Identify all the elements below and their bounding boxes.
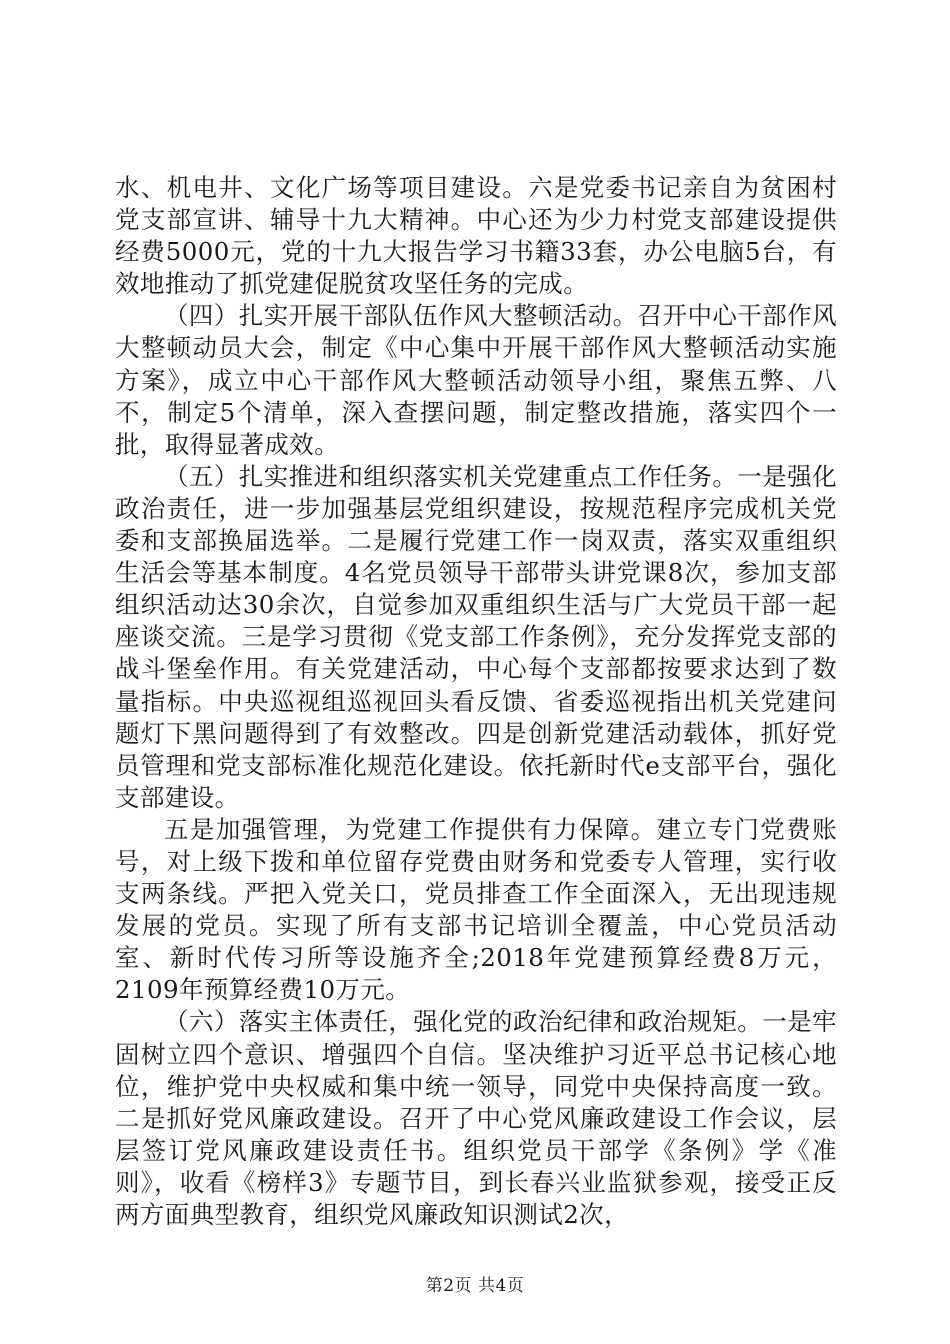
page-footer: 第2页 共4页 bbox=[425, 1276, 525, 1296]
paragraph-2: （四）扎实开展干部队伍作风大整顿活动。召开中心干部作风大整顿动员大会，制定《中心集中开展干部作风大整顿活动实施方案》，成立中心干部作风大整顿活动领导小组，聚焦五弊、八不，制定5个清单，深入查摆问题，制定整改措施，落实四个一批，取得显著成效。 bbox=[115, 301, 837, 459]
paragraph-1: 水、机电井、文化广场等项目建设。六是党委书记亲自为贫困村党支部宣讲、辅导十九大精神。中心还为少力村党支部建设提供经费5000元，党的十九大报告学习书籍33套，办公电脑5台，有效地推动了抓党建促脱贫攻坚任务的完成。 bbox=[115, 173, 837, 299]
paragraph-4: 五是加强管理，为党建工作提供有力保障。建立专门党费账号，对上级下拨和单位留存党费由财务和党委专人管理，实行收支两条线。严把入党关口，党员排查工作全面深入，无出现违规发展的党员。实现了所有支部书记培训全覆盖，中心党员活动室、新时代传习所等设施齐全;2018年党建预算经费8万元，2109年预算经费10万元。 bbox=[115, 814, 837, 1005]
document-body bbox=[115, 172, 837, 1231]
paragraph-5: （六）落实主体责任，强化党的政治纪律和政治规矩。一是牢固树立四个意识、增强四个自信。坚决维护习近平总书记核心地位，维护党中央权威和集中统一领导，同党中央保持高度一致。二是抓好党风廉政建设。召开了中心党风廉政建设工作会议，层层签订党风廉政建设责任书。组织党员干部学《条例》学《准则》，收看《榜样3》专题节目，到长春兴业监狱参观，接受正反两方面典型教育，组织党风廉政知识测试2次， bbox=[115, 1007, 837, 1229]
paragraph-3: （五）扎实推进和组织落实机关党建重点工作任务。一是强化政治责任，进一步加强基层党组织建设，按规范程序完成机关党委和支部换届选举。二是履行党建工作一岗双责，落实双重组织生活会等基本制度。4名党员领导干部带头讲党课8次，参加支部组织活动达30余次，自觉参加双重组织生活与广大党员干部一起座谈交流。三是学习贯彻《党支部工作条例》，充分发挥党支部的战斗堡垒作用。有关党建活动，中心每个支部都按要求达到了数量指标。中央巡视组巡视回头看反馈、省委巡视指出机关党建问题灯下黑问题得到了有效整改。四是创新党建活动载体，抓好党员管理和党支部标准化规范化建设。依托新时代e支部平台，强化支部建设。 bbox=[115, 461, 837, 812]
